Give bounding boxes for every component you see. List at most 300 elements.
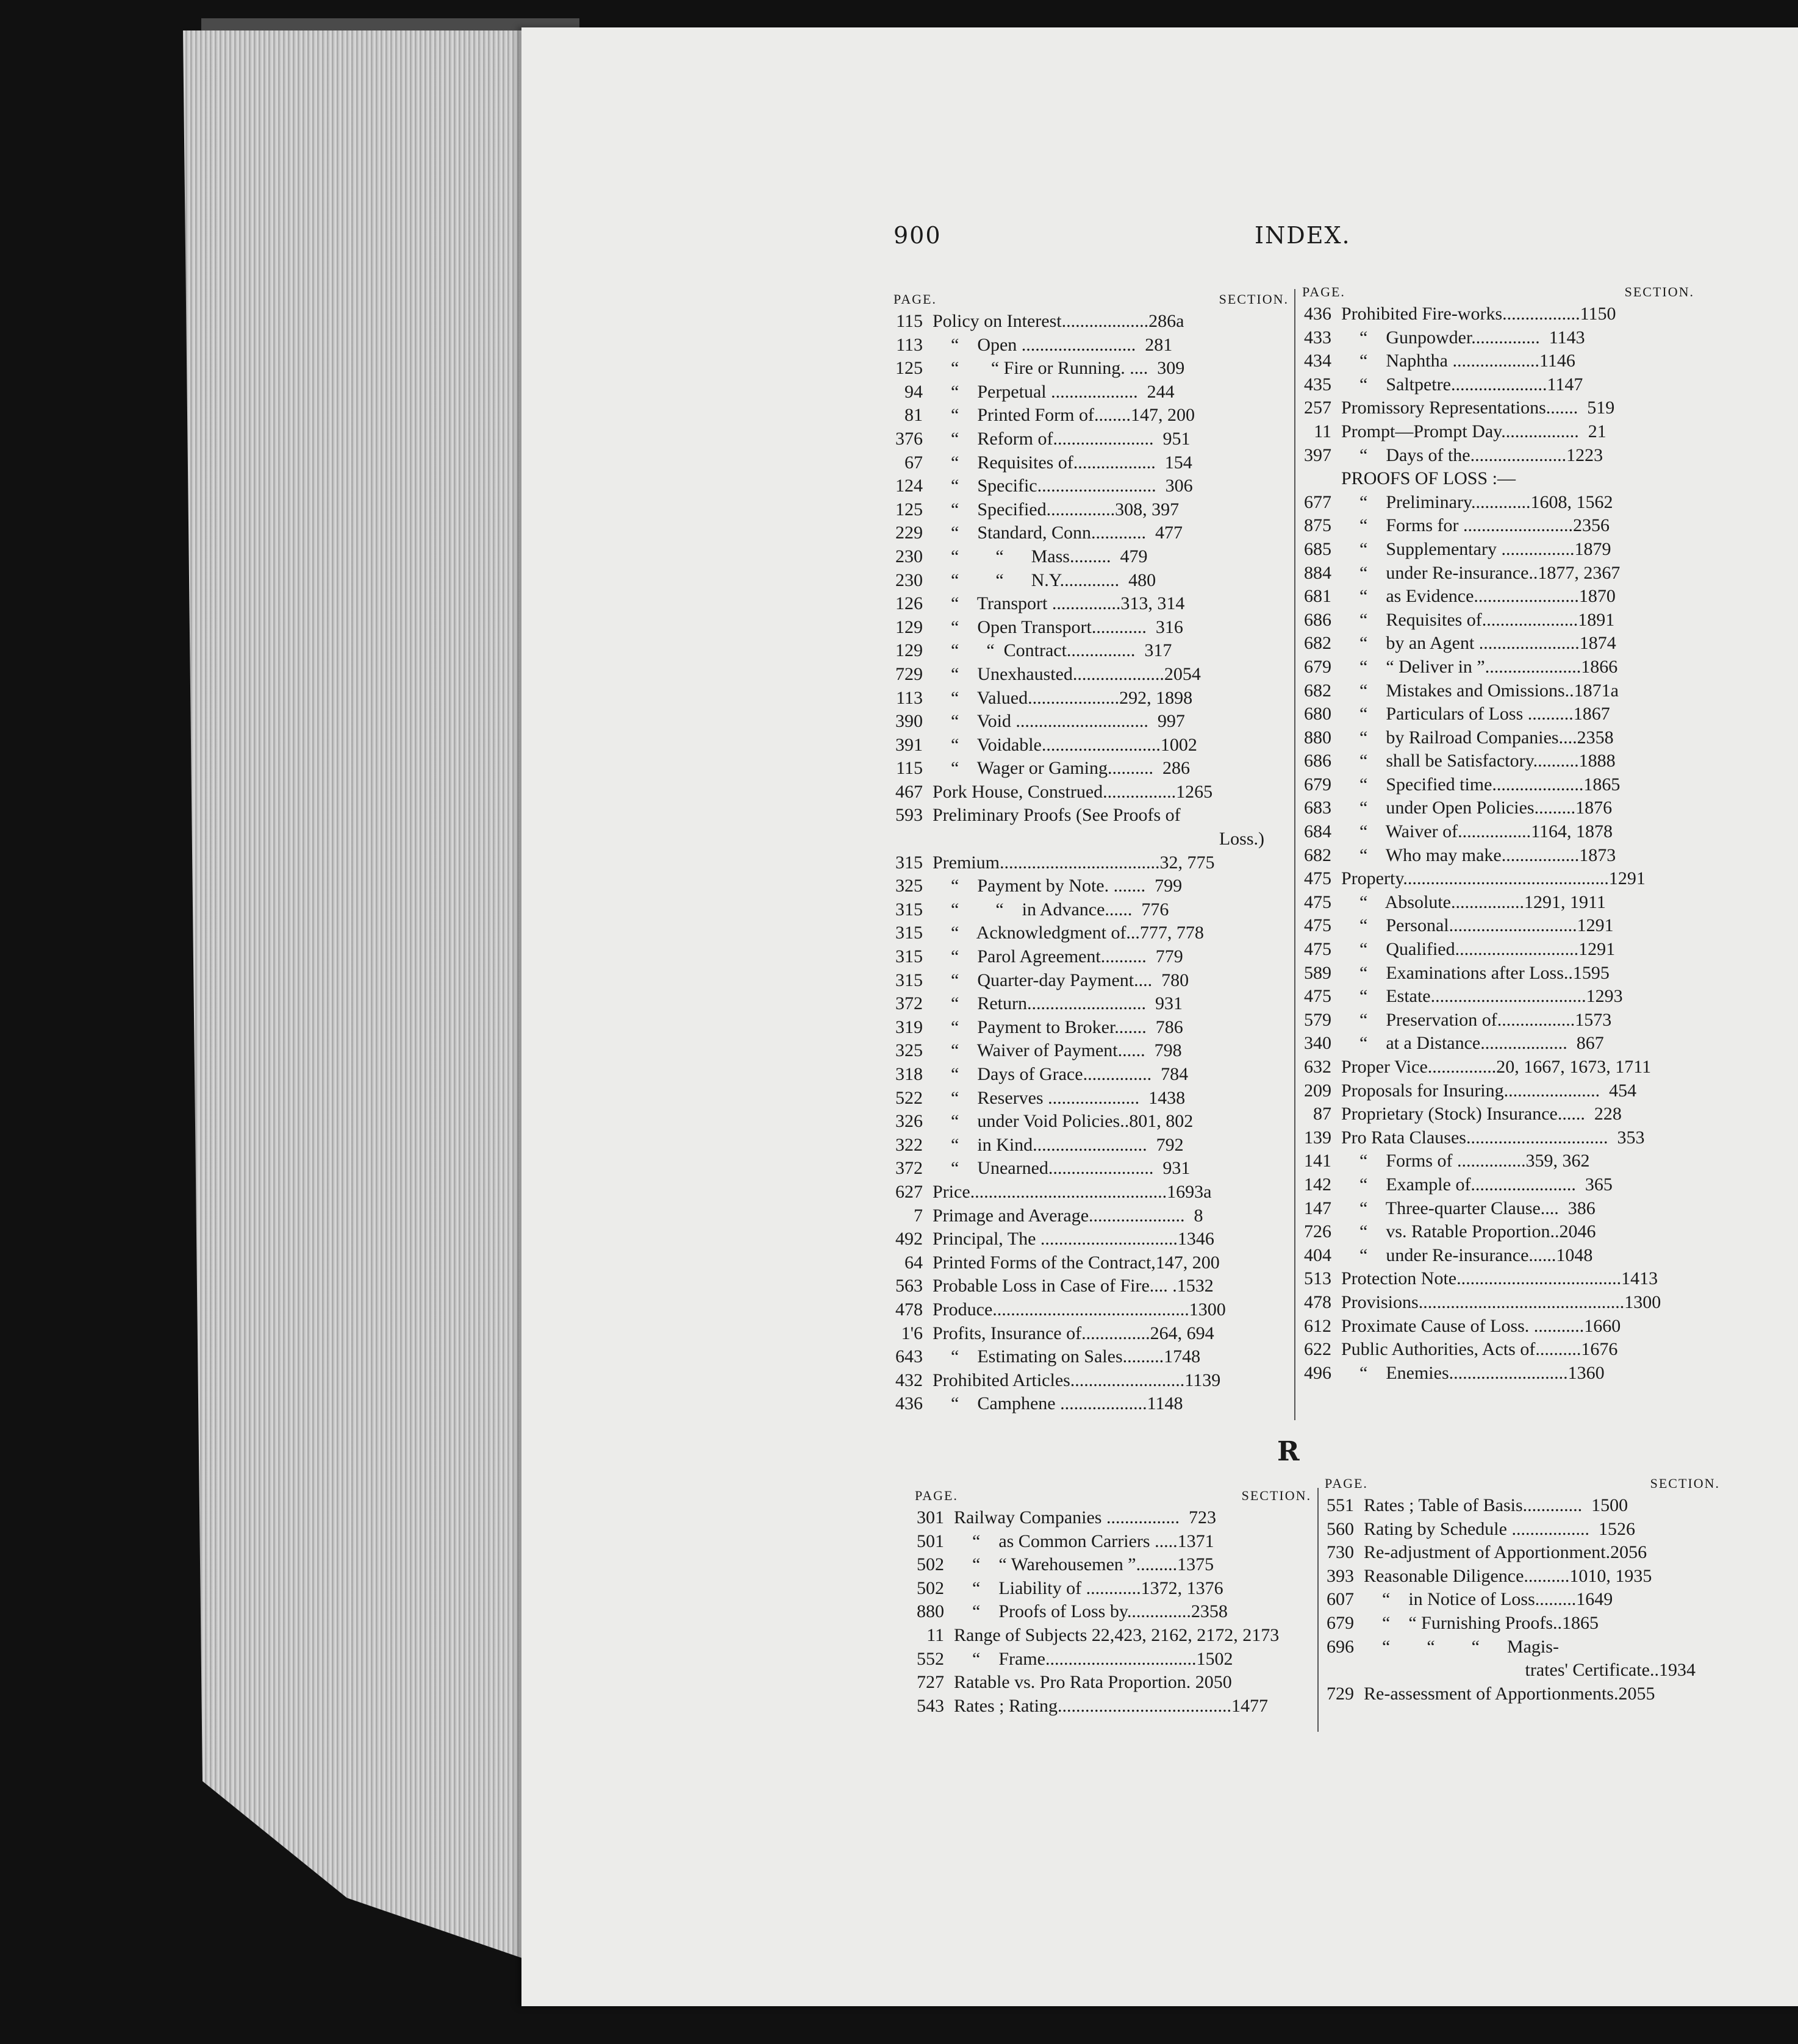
entry-text: Promissory Representations....... 519: [1341, 398, 1615, 418]
entry-page-number: 884: [1304, 562, 1331, 583]
entry-page-number: 1'6: [901, 1323, 923, 1343]
index-entry: [1325, 1518, 1720, 1542]
entry-page-number: 475: [1304, 915, 1331, 936]
index-entry: [894, 498, 1289, 522]
index-entry: [894, 1251, 1289, 1275]
index-entry: [1325, 1541, 1720, 1565]
index-entry: [894, 734, 1289, 757]
entry-page-number: 612: [1304, 1315, 1331, 1336]
entry-text: Ratable vs. Pro Rata Proportion. 2050: [954, 1672, 1232, 1693]
entry-page-number: 432: [895, 1370, 923, 1390]
index-entry: [1302, 962, 1694, 985]
index-entry: [1302, 1079, 1694, 1103]
index-entry: [1302, 1291, 1694, 1315]
entry-text: “ Particulars of Loss ..........1867: [1341, 704, 1610, 724]
index-entry: [1302, 349, 1694, 373]
index-entry: [1302, 373, 1694, 397]
entry-text: “ Payment by Note. ....... 799: [933, 876, 1183, 896]
index-entry: [894, 1157, 1289, 1181]
entry-page-number: 372: [895, 993, 923, 1014]
entry-page-number: 115: [896, 311, 923, 331]
index-entry: [894, 1392, 1289, 1416]
entry-page-number: 434: [1304, 351, 1331, 371]
index-entry: [1302, 632, 1694, 656]
index-entry: [1302, 1220, 1694, 1244]
entry-text: “ Preliminary.............1608, 1562: [1341, 491, 1613, 512]
column-divider: [1317, 1488, 1319, 1732]
index-entry: [1302, 1009, 1694, 1032]
index-entry: [915, 1530, 1311, 1554]
index-entry: [894, 1227, 1289, 1251]
entry-page-number: 315: [895, 970, 923, 990]
index-entry: [894, 592, 1289, 616]
entry-page-number: 681: [1304, 586, 1331, 607]
entry-text: PROOFS OF LOSS :—: [1341, 468, 1516, 489]
index-entry: [1302, 302, 1694, 326]
entry-text: “ Wager or Gaming.......... 286: [933, 758, 1190, 779]
entry-page-number: 607: [1327, 1589, 1354, 1610]
column-divider: [1294, 289, 1295, 1420]
index-entry: [894, 992, 1289, 1016]
entry-page-number: 475: [1304, 986, 1331, 1007]
entry-text: Price...........................................1693a: [933, 1181, 1212, 1202]
entry-page-number: 502: [917, 1554, 944, 1575]
entry-text: “ Open ......................... 281: [933, 334, 1173, 355]
index-entry: [894, 404, 1289, 427]
index-entry: [894, 874, 1289, 898]
index-entry: [894, 969, 1289, 993]
entry-page-number: 11: [1314, 421, 1331, 441]
entry-text: Re-adjustment of Apportionment.2056: [1364, 1542, 1647, 1563]
entry-page-number: 880: [1304, 727, 1331, 748]
index-entry: [1302, 1267, 1694, 1291]
index-entry: [1302, 938, 1694, 962]
entry-text: Proximate Cause of Loss. ...........1660: [1341, 1315, 1621, 1336]
entry-page-number: 682: [1304, 633, 1331, 654]
entry-page-number: 315: [895, 899, 923, 920]
index-entry: [1302, 773, 1694, 797]
index-entry: [1302, 679, 1694, 703]
entry-page-number: 682: [1304, 680, 1331, 701]
entry-text: “ under Re-insurance..1877, 2367: [1341, 562, 1621, 583]
entry-page-number: 404: [1304, 1245, 1331, 1265]
entry-text: “ Voidable..........................1002: [933, 734, 1197, 755]
entry-page-number: 513: [1304, 1268, 1331, 1289]
index-entry: [1302, 867, 1694, 891]
index-entry: [1302, 1102, 1694, 1126]
index-entry: [1325, 1659, 1720, 1682]
entry-text: Principal, The ..............................1346: [933, 1229, 1214, 1249]
entry-text: “ “ Deliver in ”.....................1866: [1341, 656, 1618, 677]
index-entry: [894, 687, 1289, 710]
page-number: 900: [894, 222, 942, 249]
entry-text: “ Example of....................... 365: [1341, 1174, 1613, 1195]
entry-page-number: 696: [1327, 1636, 1354, 1657]
entry-text: trates' Certificate..1934: [1525, 1660, 1696, 1681]
entry-page-number: 436: [1304, 304, 1331, 324]
entry-text: “ “ Furnishing Proofs..1865: [1364, 1612, 1599, 1633]
entry-page-number: 325: [895, 1040, 923, 1061]
index-entry: [1302, 326, 1694, 350]
entry-text: “ Return.......................... 931: [933, 993, 1183, 1014]
entry-page-number: 579: [1304, 1009, 1331, 1030]
entry-text: “ Liability of ............1372, 1376: [954, 1578, 1223, 1598]
entry-text: Probable Loss in Case of Fire.... .1532: [933, 1276, 1214, 1296]
column-heading: [915, 1488, 1311, 1506]
index-entry: [894, 945, 1289, 969]
entry-text: Range of Subjects 22,423, 2162, 2172, 2173: [954, 1624, 1280, 1645]
entry-page-number: 683: [1304, 798, 1331, 818]
index-entry: [1302, 562, 1694, 585]
page-header: [894, 222, 1601, 252]
index-entry: [894, 710, 1289, 734]
index-entry: [894, 898, 1289, 922]
index-entry: [894, 851, 1289, 875]
index-entry: [894, 1322, 1289, 1346]
entry-page-number: 315: [895, 946, 923, 967]
entry-page-number: 685: [1304, 538, 1331, 559]
entry-page-number: 643: [895, 1346, 923, 1367]
index-entry: [894, 1016, 1289, 1040]
entry-text: “ Open Transport............ 316: [933, 616, 1183, 637]
entry-text: Property.............................................1291: [1341, 868, 1646, 889]
index-entry: [894, 1087, 1289, 1110]
entry-text: “ “ Mass......... 479: [933, 546, 1148, 566]
entry-text: “ Qualified...........................1291: [1341, 939, 1616, 960]
entry-page-number: 729: [1327, 1683, 1354, 1704]
entry-text: “ Perpetual ................... 244: [933, 381, 1175, 402]
index-entry: [894, 545, 1289, 569]
entry-page-number: 880: [917, 1601, 944, 1622]
entry-text: Prohibited Fire-works.................1150: [1341, 304, 1616, 324]
entry-page-number: 502: [917, 1578, 944, 1598]
index-entry: [894, 310, 1289, 334]
entry-text: “ Reserves .................... 1438: [933, 1087, 1186, 1108]
entry-page-number: 124: [895, 476, 923, 496]
entry-page-number: 230: [895, 546, 923, 566]
index-entry: [1302, 1197, 1694, 1221]
entry-page-number: 115: [896, 758, 923, 779]
entry-page-number: 682: [1304, 845, 1331, 865]
entry-page-number: 87: [1313, 1104, 1331, 1124]
index-entry: [1302, 1362, 1694, 1385]
entry-text: “ Estate..................................1293: [1341, 986, 1623, 1007]
index-entry: [1302, 1056, 1694, 1079]
entry-page-number: 67: [904, 452, 923, 473]
entry-text: Reasonable Diligence..........1010, 1935: [1364, 1565, 1652, 1586]
entry-page-number: 125: [895, 358, 923, 379]
entry-page-number: 730: [1327, 1542, 1354, 1563]
entry-text: “ Forms of ...............359, 362: [1341, 1151, 1590, 1171]
entry-page-number: 126: [895, 593, 923, 614]
entry-text: Rates ; Rating......................................1477: [954, 1695, 1268, 1716]
entry-text: Rating by Schedule ................. 1526: [1364, 1518, 1635, 1539]
entry-page-number: 147: [1304, 1198, 1331, 1218]
entry-page-number: 680: [1304, 704, 1331, 724]
index-entry: [894, 1204, 1289, 1228]
index-entry: [894, 357, 1289, 381]
page-heading: PAGE.: [1302, 284, 1345, 299]
index-entry: [1302, 491, 1694, 515]
entry-text: “ Parol Agreement.......... 779: [933, 946, 1183, 967]
page-heading: PAGE.: [1325, 1476, 1368, 1491]
entry-page-number: 340: [1304, 1033, 1331, 1054]
entry-page-number: 522: [895, 1087, 923, 1108]
entry-text: Preliminary Proofs (See Proofs of: [933, 805, 1181, 826]
entry-text: Provisions.............................................1300: [1341, 1292, 1661, 1312]
index-entry: [894, 569, 1289, 593]
entry-text: “ Transport ...............313, 314: [933, 593, 1185, 614]
entry-page-number: 679: [1304, 656, 1331, 677]
entry-text: “ “ “ Magis-: [1364, 1636, 1559, 1657]
index-entry: [1302, 820, 1694, 844]
entry-page-number: 230: [895, 570, 923, 590]
entry-page-number: 129: [895, 640, 923, 661]
entry-page-number: 318: [895, 1064, 923, 1084]
page-title: INDEX.: [1255, 222, 1351, 249]
index-entry: [915, 1553, 1311, 1577]
entry-page-number: 677: [1304, 491, 1331, 512]
entry-text: “ Frame.................................1502: [954, 1648, 1233, 1669]
index-entry: [1302, 538, 1694, 562]
entry-page-number: 686: [1304, 609, 1331, 630]
entry-page-number: 726: [1304, 1221, 1331, 1242]
entry-text: “ by Railroad Companies....2358: [1341, 727, 1614, 748]
index-entry: [894, 663, 1289, 687]
column-heading: [894, 291, 1289, 310]
entry-page-number: 632: [1304, 1057, 1331, 1077]
entry-text: “ Specific.......................... 306: [933, 476, 1193, 496]
entry-text: Loss.): [1219, 829, 1264, 849]
entry-text: Premium...................................32, 775: [933, 852, 1215, 873]
entry-text: “ Days of Grace............... 784: [933, 1064, 1189, 1084]
index-entry: [1302, 444, 1694, 468]
entry-text: Railway Companies ................ 723: [954, 1507, 1216, 1528]
entry-text: “ Three-quarter Clause.... 386: [1341, 1198, 1596, 1218]
index-entry: [894, 427, 1289, 451]
entry-text: “ Who may make.................1873: [1341, 845, 1616, 865]
index-entry: [1302, 891, 1694, 915]
entry-page-number: 496: [1304, 1362, 1331, 1383]
entry-text: Pro Rata Clauses............................... 353: [1341, 1127, 1645, 1148]
entry-page-number: 322: [895, 1134, 923, 1155]
index-entry: [1325, 1494, 1720, 1518]
index-entry: [1325, 1682, 1720, 1706]
entry-text: “ Specified time....................1865: [1341, 774, 1621, 795]
index-entry: [894, 521, 1289, 545]
entry-text: “ Waiver of Payment...... 798: [933, 1040, 1182, 1061]
column-heading: [1302, 284, 1694, 302]
entry-page-number: 64: [904, 1252, 923, 1273]
entry-text: “ in Kind......................... 792: [933, 1134, 1184, 1155]
index-entry: [894, 1039, 1289, 1063]
entry-page-number: 478: [1304, 1292, 1331, 1312]
index-entry: [894, 451, 1289, 475]
entry-page-number: 729: [895, 663, 923, 684]
entry-page-number: 679: [1304, 774, 1331, 795]
entry-page-number: 543: [917, 1695, 944, 1716]
index-entry: [915, 1695, 1311, 1718]
entry-text: “ “ in Advance...... 776: [933, 899, 1169, 920]
index-entry: [1302, 1338, 1694, 1362]
entry-page-number: 125: [895, 499, 923, 520]
entry-text: “ Printed Form of........147, 200: [933, 405, 1195, 426]
index-entry: [894, 1063, 1289, 1087]
entry-page-number: 589: [1304, 962, 1331, 983]
index-column-1: [894, 291, 1289, 1416]
entry-text: “ shall be Satisfactory..........1888: [1341, 751, 1616, 771]
index-column-4: [1325, 1476, 1720, 1706]
entry-text: “ Quarter-day Payment.... 780: [933, 970, 1189, 990]
entry-text: “ “ N.Y............. 480: [933, 570, 1156, 590]
entry-text: “ Proofs of Loss by..............2358: [954, 1601, 1228, 1622]
section-heading: SECTION.: [1241, 1488, 1311, 1503]
entry-text: “ Estimating on Sales.........1748: [933, 1346, 1201, 1367]
index-entry: [894, 1345, 1289, 1369]
entry-page-number: 326: [895, 1111, 923, 1132]
index-entry: [1325, 1565, 1720, 1588]
entry-text: “ “ Contract............... 317: [933, 640, 1172, 661]
entry-text: Protection Note....................................1413: [1341, 1268, 1658, 1289]
entry-text: “ Waiver of................1164, 1878: [1341, 821, 1613, 842]
index-entry: [1302, 396, 1694, 420]
entry-text: “ Days of the.....................1223: [1341, 445, 1603, 465]
index-entry: [915, 1648, 1311, 1671]
entry-page-number: 81: [904, 405, 923, 426]
entry-page-number: 875: [1304, 515, 1331, 536]
entry-page-number: 113: [896, 687, 923, 708]
index-entry: [1302, 914, 1694, 938]
entry-text: “ Requisites of.....................1891: [1341, 609, 1615, 630]
entry-page-number: 139: [1304, 1127, 1331, 1148]
entry-page-number: 325: [895, 876, 923, 896]
entry-text: “ Preservation of.................1573: [1341, 1009, 1612, 1030]
index-entry: [894, 381, 1289, 404]
entry-text: “ Valued....................292, 1898: [933, 687, 1193, 708]
entry-page-number: 315: [895, 923, 923, 943]
index-entry: [894, 804, 1289, 827]
entry-text: “ as Evidence.......................1870: [1341, 586, 1616, 607]
index-entry: [894, 827, 1289, 851]
entry-page-number: 475: [1304, 868, 1331, 889]
entry-text: “ Naphtha ...................1146: [1341, 351, 1575, 371]
entry-text: “ as Common Carriers .....1371: [954, 1531, 1214, 1551]
index-entry: [894, 1181, 1289, 1204]
entry-text: “ Supplementary ................1879: [1341, 538, 1611, 559]
index-entry: [1302, 1173, 1694, 1197]
index-entry: [894, 1298, 1289, 1322]
entry-page-number: 551: [1327, 1495, 1354, 1515]
entry-page-number: 7: [914, 1205, 923, 1226]
entry-text: “ Standard, Conn............ 477: [933, 523, 1183, 543]
entry-text: Proposals for Insuring..................... 454: [1341, 1080, 1637, 1101]
entry-page-number: 679: [1327, 1612, 1354, 1633]
index-entry: [894, 781, 1289, 804]
index-entry: [915, 1600, 1311, 1624]
entry-page-number: 315: [895, 852, 923, 873]
index-entry: [1302, 1149, 1694, 1173]
index-entry: [894, 921, 1289, 945]
entry-text: “ Camphene ...................1148: [933, 1393, 1183, 1414]
entry-text: “ under Re-insurance......1048: [1341, 1245, 1593, 1265]
entry-text: “ Enemies..........................1360: [1341, 1362, 1605, 1383]
index-entry: [915, 1671, 1311, 1695]
index-entry: [915, 1577, 1311, 1601]
entry-page-number: 501: [917, 1531, 944, 1551]
entry-text: “ Requisites of.................. 154: [933, 452, 1192, 473]
index-entry: [1302, 514, 1694, 538]
section-heading: SECTION.: [1650, 1476, 1720, 1491]
entry-text: “ Unearned....................... 931: [933, 1158, 1191, 1179]
entry-page-number: 492: [895, 1229, 923, 1249]
entry-page-number: 129: [895, 616, 923, 637]
entry-text: Rates ; Table of Basis............. 1500: [1364, 1495, 1628, 1515]
entry-page-number: 209: [1304, 1080, 1331, 1101]
entry-text: “ Gunpowder............... 1143: [1341, 327, 1585, 348]
entry-text: “ Mistakes and Omissions..1871a: [1341, 680, 1619, 701]
entry-page-number: 390: [895, 711, 923, 732]
index-entry: [894, 1110, 1289, 1134]
entry-text: “ Absolute................1291, 1911: [1341, 892, 1606, 912]
entry-page-number: 478: [895, 1299, 923, 1320]
index-entry: [894, 616, 1289, 640]
entry-text: Primage and Average..................... 8: [933, 1205, 1203, 1226]
entry-text: “ Payment to Broker....... 786: [933, 1017, 1183, 1037]
entry-page-number: 319: [895, 1017, 923, 1037]
entry-page-number: 397: [1304, 445, 1331, 465]
entry-text: “ in Notice of Loss.........1649: [1364, 1589, 1613, 1610]
entry-text: “ Unexhausted....................2054: [933, 663, 1201, 684]
index-entry: [894, 474, 1289, 498]
index-entry: [1325, 1635, 1720, 1659]
index-entry: [1302, 420, 1694, 444]
entry-text: “ by an Agent ......................1874: [1341, 633, 1616, 654]
index-entry: [1302, 467, 1694, 491]
entry-page-number: 141: [1304, 1151, 1331, 1171]
page-heading: PAGE.: [894, 291, 937, 307]
entry-page-number: 301: [917, 1507, 944, 1528]
entry-text: “ Personal............................1291: [1341, 915, 1614, 936]
entry-page-number: 433: [1304, 327, 1331, 348]
page-edges: [183, 30, 573, 1976]
index-entry: [1302, 1244, 1694, 1268]
entry-page-number: 727: [917, 1672, 944, 1693]
index-entry: [1302, 796, 1694, 820]
entry-page-number: 475: [1304, 892, 1331, 912]
index-entry: [1302, 749, 1694, 773]
entry-text: “ Forms for ........................2356: [1341, 515, 1610, 536]
column-heading: [1325, 1476, 1720, 1494]
entry-page-number: 113: [896, 334, 923, 355]
entry-text: Produce...........................................1300: [933, 1299, 1226, 1320]
entry-page-number: 391: [895, 734, 923, 755]
entry-page-number: 372: [895, 1158, 923, 1179]
entry-text: Proprietary (Stock) Insurance...... 228: [1341, 1104, 1622, 1124]
entry-text: “ under Void Policies..801, 802: [933, 1111, 1194, 1132]
index-entry: [1302, 585, 1694, 609]
index-entry: [1302, 844, 1694, 868]
entry-text: “ Void ............................. 997: [933, 711, 1185, 732]
entry-page-number: 560: [1327, 1518, 1354, 1539]
index-entry: [1302, 1315, 1694, 1338]
entry-text: Public Authorities, Acts of..........1676: [1341, 1339, 1618, 1360]
entry-page-number: 686: [1304, 751, 1331, 771]
index-entry: [894, 757, 1289, 781]
index-entry: [1302, 609, 1694, 632]
entry-text: “ Examinations after Loss..1595: [1341, 962, 1610, 983]
entry-page-number: 467: [895, 781, 923, 802]
page-heading: PAGE.: [915, 1488, 958, 1503]
